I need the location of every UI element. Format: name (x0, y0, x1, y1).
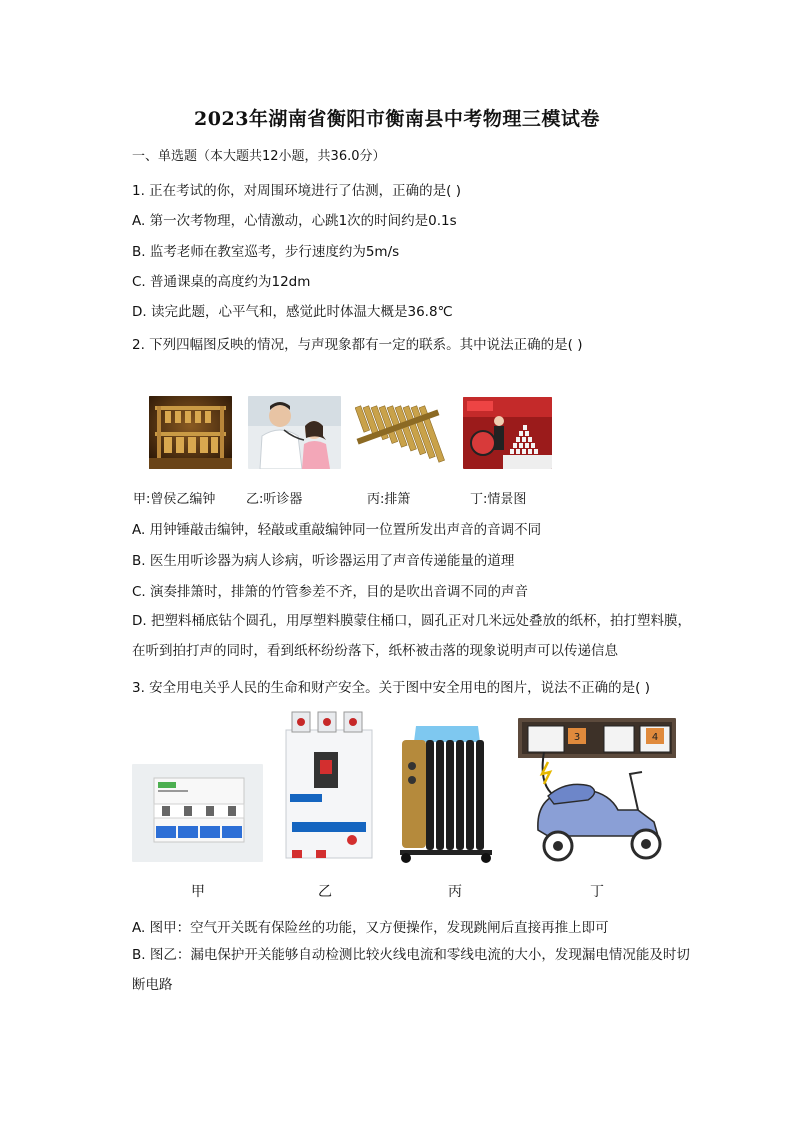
caption-yi: 乙:听诊器 (246, 492, 303, 507)
oil-heater-image (398, 718, 496, 865)
question-3-option-a: A. 图甲：空气开关既有保险丝的功能，又方便操作，发现跳闸后直接再推上即可 (132, 920, 609, 936)
q3-caption-ding: 丁 (590, 884, 604, 900)
ebike-charging-image (518, 718, 676, 864)
question-3-option-b: B. 图乙：漏电保护开关能够自动检测比较火线电流和零线电流的大小，发现漏电情况能及时切断电路 (132, 947, 690, 993)
section-heading: 一、单选题（本大题共12小题，共36.0分） (132, 149, 386, 164)
caption-bing: 丙:排箫 (367, 492, 411, 507)
scene-image (463, 397, 552, 469)
question-2-option-b: B. 医生用听诊器为病人诊病，听诊器运用了声音传递能量的道理 (132, 553, 515, 569)
question-1-option-a: A. 第一次考物理，心情激动，心跳1次的时间约是0.1s (132, 213, 457, 229)
svg-text:3: 3 (573, 732, 581, 743)
circuit-breaker-image (132, 764, 263, 862)
question-2-option-d: D. 把塑料桶底钻个圆孔，用厚塑料膜蒙住桶口，圆孔正对几米远处叠放的纸杯，拍打塑料膜，在听到拍打声的同时，看到纸杯纷纷落下，纸杯被击落的现象说明声可以传递信息 (132, 613, 691, 659)
page-title: 2023年湖南省衡阳市衡南县中考物理三模试卷 (194, 108, 600, 130)
question-3-stem: 3. 安全用电关乎人民的生命和财产安全。关于图中安全用电的图片，说法不正确的是( ) (132, 680, 650, 696)
question-1-option-d: D. 读完此题，心平气和，感觉此时体温大概是36.8℃ (132, 304, 453, 320)
q3-caption-bing: 丙 (448, 884, 462, 900)
stethoscope-image (248, 396, 341, 469)
svg-text:4: 4 (651, 732, 659, 743)
q3-caption-jia: 甲 (191, 884, 205, 900)
q3-caption-yi: 乙 (318, 884, 332, 900)
panflute-image (355, 398, 445, 469)
question-2-option-a: A. 用钟锤敲击编钟，轻敲或重敲编钟同一位置所发出声音的音调不同 (132, 522, 542, 538)
question-2-stem: 2. 下列四幅图反映的情况，与声现象都有一定的联系。其中说法正确的是( ) (132, 337, 583, 353)
question-1-option-b: B. 监考老师在教室巡考，步行速度约为5m/s (132, 244, 400, 260)
question-1-option-c: C. 普通课桌的高度约为12dm (132, 274, 311, 290)
caption-jia: 甲:曾侯乙编钟 (133, 492, 216, 507)
bianzhong-image (149, 396, 232, 469)
leakage-protector-image (280, 710, 377, 862)
caption-ding: 丁:情景图 (470, 492, 527, 507)
question-2-option-c: C. 演奏排箫时，排箫的竹管参差不齐，目的是吹出音调不同的声音 (132, 584, 529, 600)
question-1-stem: 1. 正在考试的你，对周围环境进行了估测，正确的是( ) (132, 183, 461, 199)
